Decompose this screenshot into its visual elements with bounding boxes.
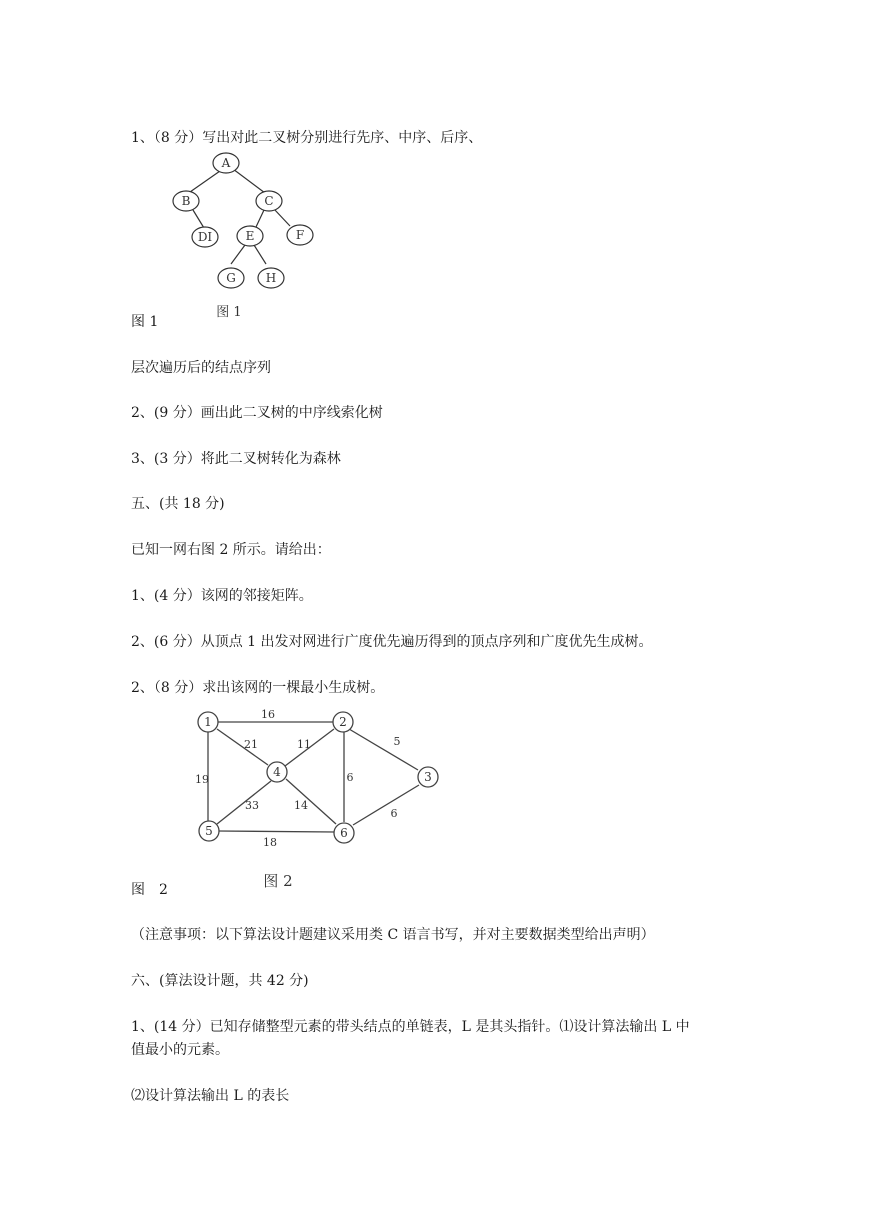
section-6-title: 六、(算法设计题，共 42 分) bbox=[131, 973, 309, 989]
section-5-item-1: 1、(4 分）该网的邻接矩阵。 bbox=[131, 588, 313, 604]
tree-node-d: DI bbox=[197, 230, 213, 244]
section-6-question-1-line-1: 1、(14 分）已知存储整型元素的带头结点的单链表，L 是其头指针。⑴设计算法输出 L 中 bbox=[131, 1019, 690, 1035]
tree-node-f: F bbox=[295, 228, 305, 242]
figure-1-label: 图 1 bbox=[131, 314, 159, 330]
edge-weight-5-6: 18 bbox=[263, 836, 277, 849]
edge-weight-1-2: 16 bbox=[261, 708, 275, 721]
binary-tree-figure bbox=[165, 148, 325, 328]
tree-node-a: A bbox=[221, 156, 231, 170]
weighted-graph-figure bbox=[190, 705, 450, 895]
section-6-question-1-part-2: ⑵设计算法输出 L 的表长 bbox=[131, 1088, 290, 1104]
graph-node-1: 1 bbox=[204, 715, 212, 729]
question-1-text: 1、（8 分）写出对此二叉树分别进行先序、中序、后序、 bbox=[131, 130, 483, 146]
section-5-title: 五、(共 18 分) bbox=[131, 496, 225, 512]
graph-node-2: 2 bbox=[339, 715, 347, 729]
question-1-continuation: 层次遍历后的结点序列 bbox=[131, 360, 271, 376]
tree-node-h: H bbox=[265, 271, 277, 285]
note-text: （注意事项：以下算法设计题建议采用类 C 语言书写，并对主要数据类型给出声明） bbox=[131, 927, 655, 943]
edge-weight-1-4: 21 bbox=[244, 738, 258, 751]
tree-node-e: E bbox=[245, 229, 255, 243]
figure-2-caption: 图 2 bbox=[263, 872, 293, 890]
tree-node-c: C bbox=[264, 194, 274, 208]
edge-weight-4-5: 33 bbox=[245, 799, 259, 812]
figure-2-label: 图 2 bbox=[131, 882, 168, 898]
edge-weight-2-3: 5 bbox=[393, 735, 401, 748]
edge-weight-2-4: 11 bbox=[297, 738, 311, 751]
graph-node-5: 5 bbox=[205, 824, 213, 838]
edge-weight-1-5: 19 bbox=[195, 773, 209, 786]
edge-weight-4-6: 14 bbox=[294, 799, 308, 812]
graph-node-4: 4 bbox=[273, 765, 281, 779]
edge-weight-3-6: 6 bbox=[390, 807, 398, 820]
question-3-text: 3、(3 分）将此二叉树转化为森林 bbox=[131, 451, 341, 467]
graph-node-3: 3 bbox=[424, 770, 432, 784]
section-6-question-1-line-2: 值最小的元素。 bbox=[131, 1042, 229, 1058]
question-2-text: 2、(9 分）画出此二叉树的中序线索化树 bbox=[131, 405, 383, 421]
section-5-item-3: 2、（8 分）求出该网的一棵最小生成树。 bbox=[131, 680, 385, 696]
graph-node-6: 6 bbox=[340, 826, 348, 840]
tree-node-g: G bbox=[226, 271, 236, 285]
section-5-intro: 已知一网右图 2 所示。请给出： bbox=[131, 542, 331, 558]
edge-weight-2-6: 6 bbox=[346, 771, 354, 784]
section-5-item-2: 2、(6 分）从顶点 1 出发对网进行广度优先遍历得到的顶点序列和广度优先生成树。 bbox=[131, 634, 653, 650]
tree-node-b: B bbox=[181, 194, 191, 208]
figure-1-caption: 图 1 bbox=[216, 305, 242, 320]
